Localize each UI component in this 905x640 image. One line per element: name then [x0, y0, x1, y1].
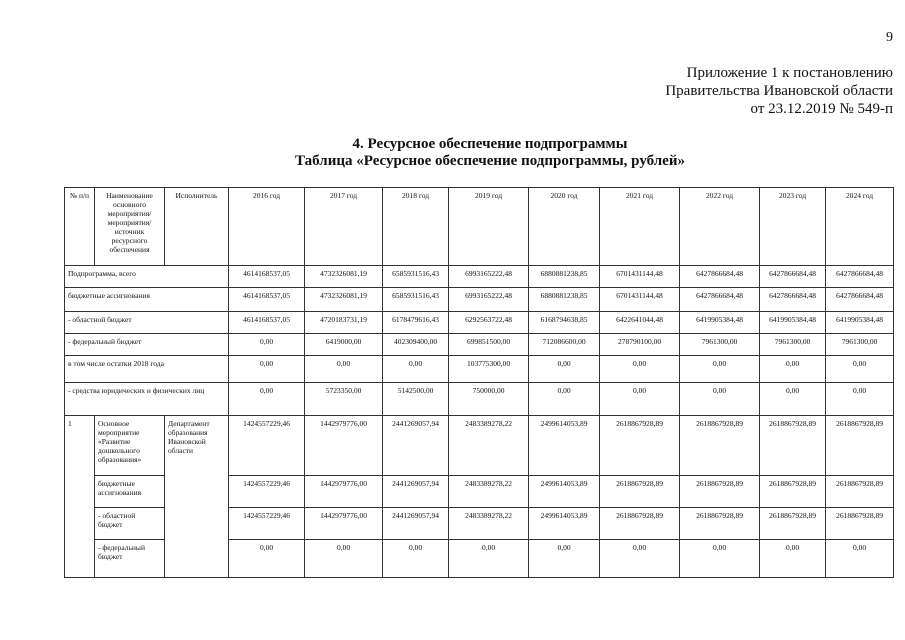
value-cell: 0,00: [529, 356, 600, 383]
value-cell: 2618867928,89: [826, 416, 894, 476]
value-cell: 4614168537,05: [229, 266, 305, 288]
value-cell: 2483389278,22: [449, 508, 529, 540]
item-number: 1: [65, 416, 95, 578]
value-cell: 7961300,00: [760, 334, 826, 356]
value-cell: 0,00: [529, 383, 600, 416]
row-label: бюджетные ассигнования: [65, 288, 229, 312]
value-cell: 2483389278,22: [449, 476, 529, 508]
value-cell: 6419905384,48: [826, 312, 894, 334]
row-label: - федеральный бюджет: [95, 540, 165, 578]
value-cell: 5142500,00: [383, 383, 449, 416]
value-cell: 2618867928,89: [680, 508, 760, 540]
value-cell: 2618867928,89: [826, 508, 894, 540]
row-label: в том числе остатки 2018 года: [65, 356, 229, 383]
value-cell: 2441269057,94: [383, 476, 449, 508]
header-year: 2017 год: [305, 188, 383, 266]
value-cell: 4614168537,05: [229, 288, 305, 312]
item-executor: Департамент образования Ивановской области: [165, 416, 229, 578]
value-cell: 6292563722,48: [449, 312, 529, 334]
value-cell: 750000,00: [449, 383, 529, 416]
value-cell: 712086600,00: [529, 334, 600, 356]
value-cell: 2618867928,89: [600, 416, 680, 476]
value-cell: 2441269057,94: [383, 508, 449, 540]
value-cell: 103775300,00: [449, 356, 529, 383]
value-cell: 5723350,00: [305, 383, 383, 416]
value-cell: 6585931516,43: [383, 288, 449, 312]
value-cell: 2618867928,89: [680, 416, 760, 476]
table-header-row: [65, 188, 894, 266]
table-heading: [240, 136, 740, 170]
row-label: - областной бюджет: [65, 312, 229, 334]
value-cell: 0,00: [680, 383, 760, 416]
value-cell: 2618867928,89: [826, 476, 894, 508]
header-year: 2019 год: [449, 188, 529, 266]
value-cell: 2618867928,89: [600, 508, 680, 540]
value-cell: 6993165222,48: [449, 288, 529, 312]
value-cell: 699851500,00: [449, 334, 529, 356]
value-cell: 6585931516,43: [383, 266, 449, 288]
value-cell: 2499614053,89: [529, 476, 600, 508]
value-cell: 2618867928,89: [600, 476, 680, 508]
value-cell: 4732326081,19: [305, 288, 383, 312]
value-cell: 0,00: [449, 540, 529, 578]
value-cell: 6419000,00: [305, 334, 383, 356]
table-row: [65, 416, 894, 476]
header-year: 2024 год: [826, 188, 894, 266]
row-label: - федеральный бюджет: [65, 334, 229, 356]
value-cell: 6427866684,48: [760, 288, 826, 312]
value-cell: 0,00: [229, 334, 305, 356]
value-cell: 0,00: [600, 383, 680, 416]
value-cell: 6422641044,48: [600, 312, 680, 334]
row-label: Подпрограмма, всего: [65, 266, 229, 288]
table-row: [65, 383, 894, 416]
value-cell: 6427866684,48: [826, 266, 894, 288]
value-cell: 6168794638,85: [529, 312, 600, 334]
row-label: - областной бюджет: [95, 508, 165, 540]
section-title: 4. Ресурсное обеспечение подпрограммы: [352, 136, 628, 152]
value-cell: 6880881238,85: [529, 266, 600, 288]
value-cell: 1442979776,00: [305, 508, 383, 540]
row-label: бюджетные ассигнования: [95, 476, 165, 508]
value-cell: 0,00: [229, 356, 305, 383]
value-cell: 2618867928,89: [680, 476, 760, 508]
value-cell: 6419905384,48: [680, 312, 760, 334]
header-year: 2021 год: [600, 188, 680, 266]
header-year: 2016 год: [229, 188, 305, 266]
item-name: Основное мероприятие «Развитие дошкольного образования»: [95, 416, 165, 476]
value-cell: 6427866684,48: [760, 266, 826, 288]
value-cell: 0,00: [229, 383, 305, 416]
table-row: [65, 266, 894, 288]
value-cell: 0,00: [680, 540, 760, 578]
value-cell: 6993165222,48: [449, 266, 529, 288]
value-cell: 7961300,00: [826, 334, 894, 356]
value-cell: 0,00: [680, 356, 760, 383]
value-cell: 0,00: [600, 540, 680, 578]
header-name: Наименование основного мероприятия/ мероприятия/ источник ресурсного обеспечения: [95, 188, 165, 266]
value-cell: 4732326081,19: [305, 266, 383, 288]
value-cell: 1442979776,00: [305, 476, 383, 508]
value-cell: 1424557229,46: [229, 416, 305, 476]
value-cell: 4614168537,05: [229, 312, 305, 334]
row-label: - средства юридических и физических лиц: [65, 383, 229, 416]
value-cell: 0,00: [760, 383, 826, 416]
value-cell: 6427866684,48: [680, 288, 760, 312]
value-cell: 1424557229,46: [229, 476, 305, 508]
value-cell: 6701431144,48: [600, 288, 680, 312]
value-cell: 402309400,00: [383, 334, 449, 356]
table-row: [65, 288, 894, 312]
table-row: [65, 312, 894, 334]
value-cell: 6701431144,48: [600, 266, 680, 288]
appendix-line: от 23.12.2019 № 549-п: [750, 101, 893, 117]
value-cell: 6427866684,48: [826, 288, 894, 312]
value-cell: 2441269057,94: [383, 416, 449, 476]
header-year: 2023 год: [760, 188, 826, 266]
value-cell: 6419905384,48: [760, 312, 826, 334]
page-number: 9: [886, 30, 893, 45]
value-cell: 2499614053,89: [529, 508, 600, 540]
value-cell: 7961300,00: [680, 334, 760, 356]
value-cell: 0,00: [600, 356, 680, 383]
value-cell: 2618867928,89: [760, 508, 826, 540]
value-cell: 0,00: [383, 356, 449, 383]
value-cell: 0,00: [305, 540, 383, 578]
value-cell: 0,00: [305, 356, 383, 383]
value-cell: 2483389278,22: [449, 416, 529, 476]
value-cell: 6178479616,43: [383, 312, 449, 334]
value-cell: 0,00: [826, 356, 894, 383]
value-cell: 0,00: [760, 540, 826, 578]
value-cell: 2618867928,89: [760, 476, 826, 508]
value-cell: 6427866684,48: [680, 266, 760, 288]
value-cell: 0,00: [529, 540, 600, 578]
appendix-caption: [573, 64, 893, 118]
value-cell: 0,00: [826, 540, 894, 578]
value-cell: 0,00: [229, 540, 305, 578]
value-cell: 0,00: [383, 540, 449, 578]
value-cell: 2499614053,89: [529, 416, 600, 476]
header-year: 2018 год: [383, 188, 449, 266]
header-executor: Исполнитель: [165, 188, 229, 266]
appendix-line: Правительства Ивановской области: [665, 83, 893, 99]
header-year: 2022 год: [680, 188, 760, 266]
value-cell: 6880881238,85: [529, 288, 600, 312]
table-body: [65, 266, 894, 578]
table-title: Таблица «Ресурсное обеспечение подпрограммы, рублей»: [295, 153, 685, 169]
resource-table: [64, 187, 894, 578]
value-cell: 0,00: [760, 356, 826, 383]
table-row: [65, 334, 894, 356]
header-num: № п/п: [65, 188, 95, 266]
header-year: 2020 год: [529, 188, 600, 266]
value-cell: 0,00: [826, 383, 894, 416]
value-cell: 1442979776,00: [305, 416, 383, 476]
value-cell: 2618867928,89: [760, 416, 826, 476]
value-cell: 1424557229,46: [229, 508, 305, 540]
appendix-line: Приложение 1 к постановлению: [686, 65, 893, 81]
value-cell: 278790100,00: [600, 334, 680, 356]
table-row: [65, 356, 894, 383]
value-cell: 4720183731,19: [305, 312, 383, 334]
